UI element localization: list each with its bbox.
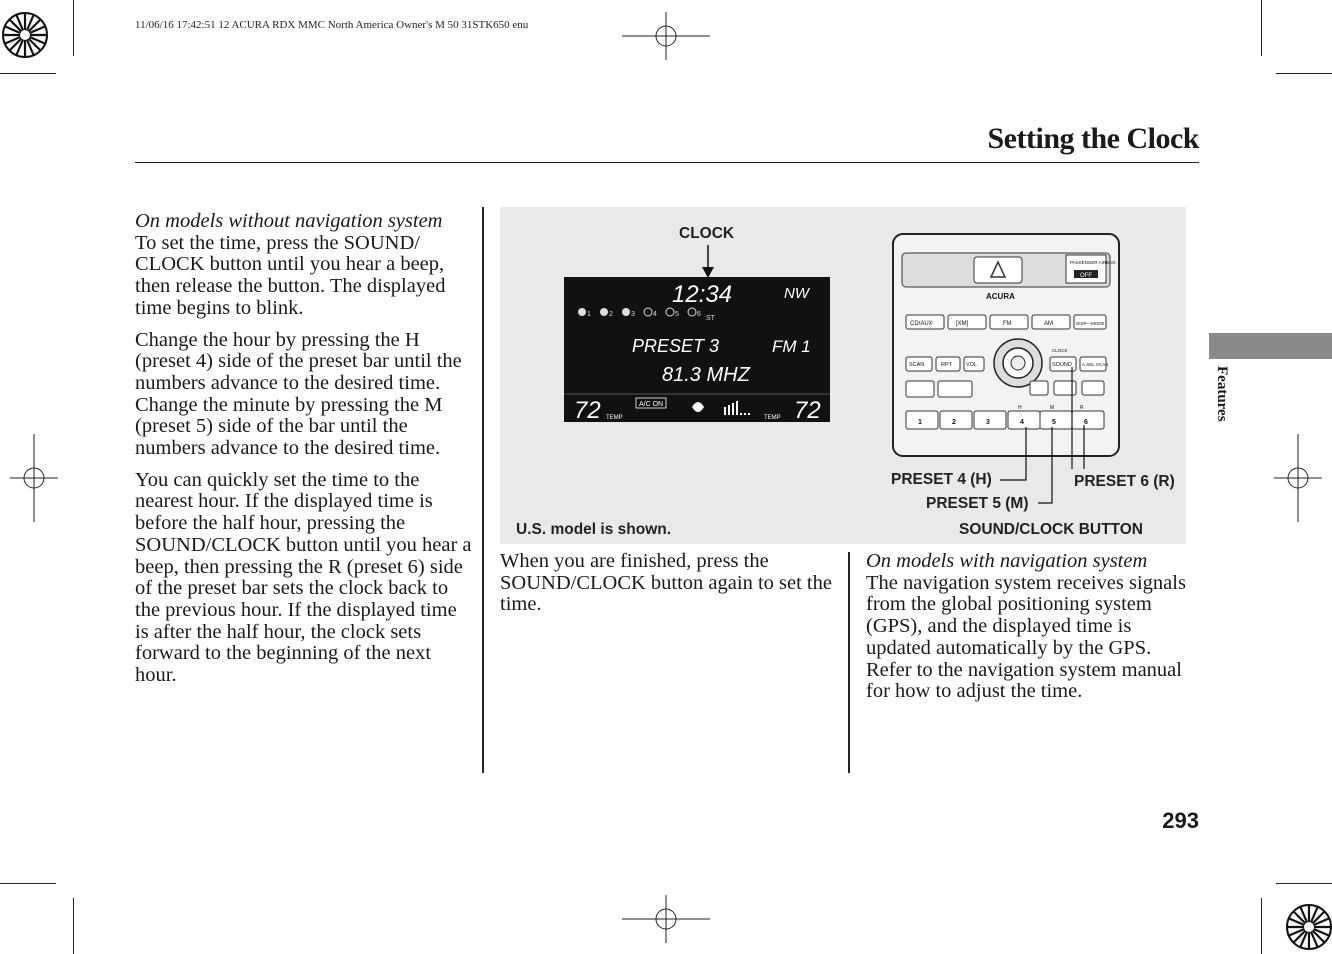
button-am: AM	[1044, 321, 1053, 327]
preset-button-4: 4	[1020, 419, 1024, 426]
registration-crosshair-icon	[622, 895, 710, 943]
leader-lines	[500, 207, 1186, 544]
column-divider	[482, 207, 484, 773]
temp-right: 72	[794, 397, 821, 422]
paragraph: The navigation system receives signals from the global positioning system (GPS), and the displayed time is updated automatically by the GPS. Refer to the navigation system manual for how to adjust the time.	[866, 571, 1186, 703]
airbag-state: OFF	[1080, 273, 1092, 279]
paragraph: Change the hour by pressing the H (preset 4) side of the preset bar until the numbers advance to the desired time. Change the minute by pressing the M (preset 5) side of the bar until the numbers advance to the desired time.	[135, 328, 462, 460]
crop-mark	[1276, 73, 1332, 74]
hmr-h: H	[1018, 405, 1022, 411]
section-heading: On models with navigation system	[866, 550, 1148, 572]
paragraph: To set the time, press the SOUND/ CLOCK button until you hear a beep, then release the button. The displayed time begins to blink.	[135, 231, 446, 319]
temp-label-left: TEMP	[606, 415, 623, 421]
temp-label-right: TEMP	[764, 415, 781, 421]
left-column	[135, 211, 473, 697]
preset-button-1: 1	[918, 419, 922, 426]
hmr-r: R	[1080, 405, 1084, 411]
disc-number: 4	[653, 311, 657, 318]
airbag-label: PASSENGER AIRBAG	[1070, 260, 1116, 265]
registration-wheel-icon	[0, 10, 50, 60]
column-divider	[848, 552, 850, 773]
preset-button-6: 6	[1084, 419, 1088, 426]
hmr-m: M	[1050, 405, 1055, 411]
button-vol: VOL	[966, 362, 978, 368]
page-title: Setting the Clock	[987, 122, 1199, 155]
disc-number: 6	[697, 311, 701, 318]
crop-mark	[1261, 898, 1262, 954]
figure-caption: U.S. model is shown.	[516, 521, 672, 538]
button-xm: [XM]	[956, 321, 969, 327]
disc-number: 3	[631, 311, 635, 318]
preset5-label: PRESET 5 (M)	[926, 495, 1029, 512]
paragraph: You can quickly set the time to the nearest hour. If the displayed time is before the half hour, pressing the SOUND/CLOCK button until you hear a beep, then pressing the R (preset 6) side of the preset bar sets the clock back to the previous hour. If the displayed time is after the half hour, the clock sets forward to the beginning of the next hour.	[135, 468, 472, 687]
registration-crosshair-icon	[10, 434, 58, 522]
button-fm: FM	[1003, 321, 1012, 327]
preset-button-3: 3	[986, 419, 990, 426]
disc-number: 2	[609, 311, 613, 318]
title-rule	[135, 162, 1199, 163]
clock-label: CLOCK	[679, 225, 735, 242]
crop-mark	[73, 898, 74, 954]
paragraph: When you are finished, press the SOUND/CLOCK button again to set the time.	[500, 550, 832, 616]
sound-clock-label: SOUND/CLOCK BUTTON	[959, 521, 1143, 538]
ac-indicator: A/C ON	[639, 401, 664, 408]
section-heading: On models without navigation system	[135, 210, 443, 232]
crop-mark	[0, 883, 56, 884]
button-disp: DISP—MODE	[1076, 321, 1105, 326]
clock-small-label: CLOCK	[1052, 348, 1068, 353]
preset-button-2: 2	[952, 419, 956, 426]
page-number: 293	[1162, 808, 1199, 833]
section-tab-label: Features	[1214, 366, 1230, 422]
crop-mark	[0, 73, 56, 74]
crop-mark	[1261, 0, 1262, 56]
preset-button-5: 5	[1052, 419, 1056, 426]
right-column	[866, 551, 1196, 713]
radio-figure	[500, 207, 1186, 544]
registration-crosshair-icon	[622, 12, 710, 60]
disc-number: 1	[587, 311, 591, 318]
crop-mark	[73, 0, 74, 56]
middle-column	[500, 551, 835, 626]
display-compass: NW	[784, 285, 809, 302]
preset6-label: PRESET 6 (R)	[1074, 473, 1175, 490]
registration-wheel-icon	[1284, 902, 1332, 952]
button-cd-aux: CD/AUX	[910, 321, 933, 327]
display-band: FM 1	[772, 337, 811, 356]
crop-mark	[1276, 883, 1332, 884]
disc-number: 5	[675, 311, 679, 318]
display-frequency: 81.3 MHZ	[662, 364, 750, 386]
temp-left: 72	[574, 397, 601, 422]
button-sound: SOUND	[1052, 362, 1072, 368]
registration-crosshair-icon	[1274, 434, 1322, 522]
display-time: 12:34	[672, 281, 733, 308]
button-rpt: RPT	[941, 362, 952, 368]
panel-brand: ACURA	[986, 292, 1015, 301]
preset4-label: PRESET 4 (H)	[891, 471, 992, 488]
section-tab	[1209, 333, 1332, 359]
display-preset: PRESET 3	[632, 336, 720, 356]
button-asel: A.SEL SCAN	[1082, 362, 1109, 367]
print-metadata: 11/06/16 17:42:51 12 ACURA RDX MMC North America Owner's M 50 31STK650 enu	[135, 19, 529, 31]
button-scan: SCAN	[909, 362, 925, 368]
stereo-indicator: ST	[706, 315, 715, 322]
